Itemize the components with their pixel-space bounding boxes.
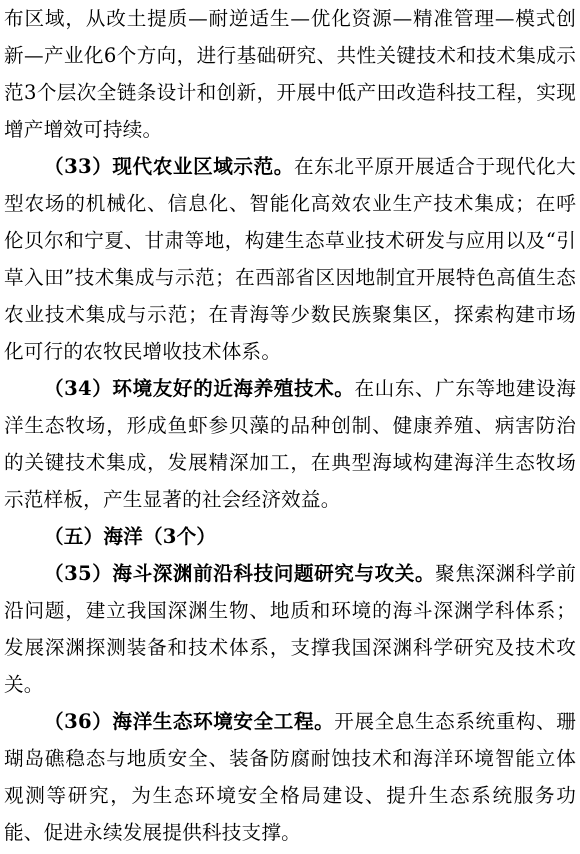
- item-36-number: （36）: [44, 710, 113, 733]
- item-34-title: 环境友好的近海养殖技术。: [112, 377, 355, 400]
- intro-text: 布区域，从改土提质—耐逆适生—优化资源—精准管理—模式创新—产业化6个方向，进行基础研究、共性关键技术和技术集成示范3个层次全链条设计和创新，开展中低产田改造科技工程，实现增产增效可持续。: [4, 7, 576, 141]
- paragraph-intro: [4, 0, 576, 148]
- section-5-title: （五）海洋（3个）: [44, 525, 217, 548]
- item-34-number: （34）: [44, 377, 113, 400]
- item-33-title: 现代农业区域示范。: [112, 155, 294, 178]
- item-33-number: （33）: [44, 155, 113, 178]
- item-34-body: 在山东、广东等地建设海洋生态牧场，形成鱼虾参贝藻的品种创制、健康养殖、病害防治的关键技术集成，发展精深加工，在典型海域构建海洋生态牧场示范样板，产生显著的社会经济效益。: [4, 377, 576, 511]
- item-36-title: 海洋生态环境安全工程。: [112, 710, 335, 733]
- item-35-number: （35）: [44, 562, 113, 585]
- section-heading-ocean: [4, 518, 576, 555]
- paragraph-item-34: [4, 370, 576, 518]
- item-35-body: 聚焦深渊科学前沿问题，建立我国深渊生物、地质和环境的海斗深渊学科体系；发展深渊探测装备和技术体系，支撑我国深渊科学研究及技术攻关。: [4, 562, 576, 696]
- item-36-body: 开展全息生态系统重构、珊瑚岛礁稳态与地质安全、装备防腐耐蚀技术和海洋环境智能立体观测等研究，为生态环境安全格局建设、提升生态系统服务功能、促进永续发展提供科技支撑。: [4, 710, 576, 844]
- item-35-title: 海斗深渊前沿科技问题研究与攻关。: [112, 562, 436, 585]
- paragraph-item-35: [4, 555, 576, 703]
- paragraph-item-36: [4, 703, 576, 851]
- item-33-body: 在东北平原开展适合于现代化大型农场的机械化、信息化、智能化高效农业生产技术集成；在呼伦贝尔和宁夏、甘肃等地，构建生态草业技术研发与应用以及“引草入田”技术集成与示范；在西部省区因地制宜开展特色高值生态农业技术集成与示范；在青海等少数民族聚集区，探索构建市场化可行的农牧民增收技术体系。: [4, 155, 576, 363]
- paragraph-item-33: [4, 148, 576, 370]
